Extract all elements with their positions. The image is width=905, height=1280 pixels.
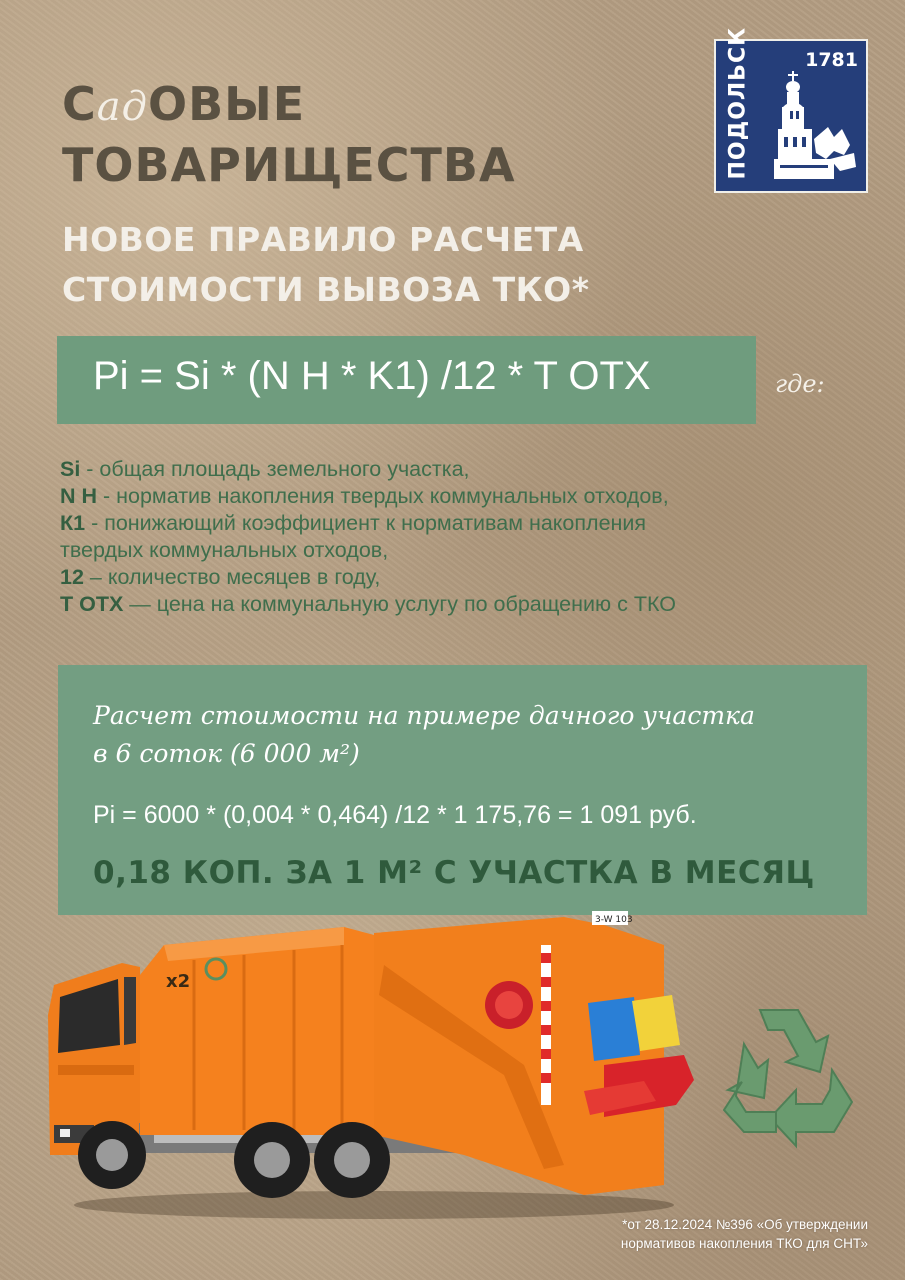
page-title (62, 75, 516, 194)
legend-desc: твердых коммунальных отходов, (60, 538, 389, 562)
truck-plate: 3-W 103 (595, 915, 633, 925)
legend-term: N H (60, 484, 98, 508)
footnote (508, 1215, 868, 1253)
legend-item (60, 483, 860, 510)
legend-term: Si (60, 457, 81, 481)
page-subtitle (62, 215, 589, 315)
logo-city: ПОДОЛЬСК (725, 26, 751, 180)
podolsk-logo (714, 26, 868, 193)
church-emblem-icon (770, 67, 862, 187)
legend-item (60, 510, 860, 537)
legend-term: 12 (60, 565, 84, 589)
legend-desc: — цена на коммунальную услугу по обращению с ТКО (123, 592, 676, 616)
example-result: 0,18 КОП. ЗА 1 М² С УЧАСТКА В МЕСЯЦ (93, 855, 815, 891)
legend-term: T OTX (60, 592, 124, 616)
example-box (58, 665, 867, 915)
subtitle-line-2: СТОИМОСТИ ВЫВОЗА ТКО* (62, 270, 590, 309)
legend-desc: – количество месяцев в году, (83, 565, 381, 589)
example-title (93, 697, 833, 773)
formula-text: Pi = Si * (N H * K1) /12 * T OTX (93, 354, 651, 398)
example-title-line-2: в 6 соток (6 000 м²) (93, 739, 360, 768)
example-title-line-1: Расчет стоимости на примере дачного участка (93, 701, 755, 730)
legend-item (60, 564, 860, 591)
legend-item (60, 591, 860, 618)
legend-item (60, 537, 860, 564)
logo-year: 1781 (805, 49, 858, 71)
legend-desc: - общая площадь земельного участка, (80, 457, 470, 481)
truck-mark: x2 (166, 971, 191, 992)
garbage-truck-icon (44, 905, 694, 1225)
title-line-1 (62, 75, 516, 136)
legend-desc: - понижающий коэффициент к нормативам накопления (85, 511, 647, 535)
title-script-part: ад (96, 84, 148, 130)
formula-where-label: где: (775, 370, 825, 398)
subtitle-line-1: НОВОЕ ПРАВИЛО РАСЧЕТА (62, 220, 584, 259)
formula-legend (60, 456, 860, 618)
title-suffix: ОВЫЕ (147, 77, 306, 131)
recycle-icon (708, 1000, 863, 1150)
footnote-line-1: *от 28.12.2024 №396 «Об утверждении (622, 1217, 868, 1232)
footnote-line-2: нормативов накопления ТКО для СНТ» (620, 1236, 868, 1251)
example-formula: Pi = 6000 * (0,004 * 0,464) /12 * 1 175,76 = 1 091 руб. (93, 801, 697, 829)
legend-term: К1 (60, 511, 86, 535)
title-line-2: ТОВАРИЩЕСТВА (62, 138, 516, 192)
title-prefix: С (62, 77, 97, 131)
legend-item (60, 456, 860, 483)
formula-box (57, 336, 756, 424)
legend-desc: - норматив накопления твердых коммунальных отходов, (97, 484, 669, 508)
